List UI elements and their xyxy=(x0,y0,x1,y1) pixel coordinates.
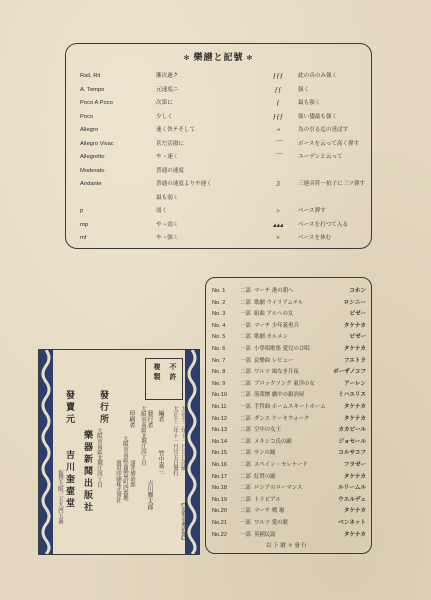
issuer-name: 樂器新聞出版社 xyxy=(82,430,92,514)
piece-title: ワルツ 風なき月夜 xyxy=(254,369,299,376)
notation-meaning-2: ベースを打つて入る xyxy=(298,221,349,228)
notation-meaning-2: ユーデンと云って xyxy=(298,154,343,160)
piece-title: ロシアのローマンス xyxy=(254,485,303,492)
wave-border-right xyxy=(185,350,199,554)
piece-composer: フエトラ xyxy=(343,357,366,364)
piece-number: No.10 xyxy=(212,392,227,399)
notation-meaning: 普通の速度よりや遅く xyxy=(156,181,212,187)
notation-meaning-2: 此の音のみ强く xyxy=(298,73,338,79)
notation-row xyxy=(66,124,371,136)
piece-composer: タケナカ xyxy=(343,346,366,352)
piece-part: 二部 xyxy=(240,450,251,457)
repertoire-row xyxy=(206,286,371,297)
printer-name: 諸井増治郎 xyxy=(129,460,135,487)
piece-part: 一部 xyxy=(240,311,251,318)
colophon xyxy=(38,349,200,555)
notation-row xyxy=(66,192,371,204)
repertoire-row xyxy=(206,448,371,459)
piece-number: No. 9 xyxy=(212,380,226,387)
seal-text-2: 複製 xyxy=(153,363,161,383)
issuer-label: 發行所 xyxy=(98,390,108,426)
account-number: 振替大阪三五九四五番 xyxy=(57,470,63,524)
piece-title: 手哲曲 ホームスキートホーム xyxy=(254,404,326,410)
repertoire-row xyxy=(206,425,371,436)
notation-title: ✻ 樂譜と記號 ✻ xyxy=(183,53,254,63)
piece-title: 落葉懷 戯中の銀治屋 xyxy=(254,392,305,399)
piece-title: 以 下 續 々 發 行 xyxy=(266,543,307,550)
publisher-label: 發行者 xyxy=(146,410,153,428)
piece-part: 二部 xyxy=(240,496,251,503)
notation-row xyxy=(66,205,371,217)
wave-border-left xyxy=(39,350,53,554)
repertoire-row xyxy=(206,483,371,494)
piece-title: 組曲 アルヘの女 xyxy=(254,311,294,318)
notation-meaning: 弱く xyxy=(156,208,168,214)
print-shop: 濱田印刷株式會社 xyxy=(115,460,121,504)
piece-composer: コルサコフ xyxy=(338,450,366,457)
piece-number: No.17 xyxy=(212,473,227,480)
piece-number: No. 7 xyxy=(212,357,226,364)
publish-date: 大正十二年十一月廿五日發行 xyxy=(172,406,178,477)
notation-symbol: ▴▴▴ xyxy=(272,220,284,229)
notation-meaning: やゝ速く xyxy=(156,154,179,160)
piece-part: 二部 xyxy=(240,380,251,387)
printer-label: 印刷者 xyxy=(128,410,135,428)
piece-part: 二部 xyxy=(240,462,251,468)
notation-meaning-2: ベース弾す xyxy=(298,208,326,214)
author-name: 竹中嘉三 xyxy=(157,450,164,474)
notation-meaning: 元速度ニ xyxy=(156,86,179,93)
repertoire-list xyxy=(205,277,372,554)
price: 【定價金參拾錢】 xyxy=(180,500,186,544)
piece-part: 二部 xyxy=(240,299,251,306)
notation-meaning: 漸次遲ク xyxy=(156,73,179,79)
piece-part: 二部 xyxy=(240,334,251,341)
piece-composer: カカビール xyxy=(338,427,366,434)
notation-meaning: やゝ弱く xyxy=(156,221,179,228)
address-3: 大阪市南區北堀江四丁目 xyxy=(96,428,102,488)
notation-meaning-2: 强い儘最も强く xyxy=(298,113,338,120)
piece-number: No. 5 xyxy=(212,334,226,341)
author-label: 編者 xyxy=(157,410,164,422)
piece-composer: ロシニー xyxy=(343,299,366,306)
piece-composer: ウエルデュ xyxy=(338,496,366,503)
piece-title: ワルツ 愛の眠 xyxy=(254,520,288,526)
piece-title: マーチ 少年義勇兵 xyxy=(254,322,299,329)
piece-number: No. 2 xyxy=(212,299,226,306)
seller-name: 吉川奎壷堂 xyxy=(64,450,74,510)
notation-symbol: × xyxy=(275,234,281,242)
piece-number: No.18 xyxy=(212,485,227,492)
notation-term: Allegro xyxy=(80,127,99,133)
notation-symbol: > xyxy=(275,207,281,215)
piece-title: マーチ 戦 堀 xyxy=(254,508,285,515)
piece-composer: タケナカ xyxy=(343,404,366,410)
piece-part: 一部 xyxy=(240,520,251,526)
repertoire-row xyxy=(206,495,371,506)
notation-symbol: ⌒ xyxy=(274,153,282,161)
piece-number: No.21 xyxy=(212,520,227,526)
piece-composer: ボーザノコフ xyxy=(333,369,366,376)
notation-term: Allegro Vivac xyxy=(80,140,114,147)
piece-composer: ジョセール xyxy=(338,438,366,445)
notation-row xyxy=(66,138,371,150)
piece-number: No. 8 xyxy=(212,369,226,376)
publisher-name: 吉川豐太郎 xyxy=(146,480,153,510)
piece-composer: フラゼー xyxy=(343,462,366,468)
notation-term: mp xyxy=(80,221,89,228)
notation-symbol: ƒƒƒ xyxy=(272,72,284,80)
repertoire-row xyxy=(206,402,371,413)
piece-number: No.15 xyxy=(212,450,227,457)
piece-part: 二部 xyxy=(240,485,251,492)
piece-title: ダンス ケーキウォーク xyxy=(254,415,310,422)
piece-number: No.19 xyxy=(212,496,227,503)
piece-part: 二部 xyxy=(240,473,251,480)
piece-title: 英國民謡 xyxy=(254,531,276,538)
piece-title: 紅焚の踊 xyxy=(254,473,276,480)
notation-row xyxy=(66,219,371,231)
piece-number: No.11 xyxy=(212,404,227,410)
repertoire-row xyxy=(206,518,371,529)
piece-part: 二部 xyxy=(240,392,251,399)
notation-legend xyxy=(65,43,372,249)
notation-meaning: 甚だ活潑に xyxy=(156,140,184,147)
piece-title: スペイン・セレナード xyxy=(254,462,308,468)
piece-part: 二部 xyxy=(240,438,251,445)
notation-meaning-2: 强く xyxy=(298,86,310,93)
piece-title: 歌劇 ウイリアムテル xyxy=(254,299,304,306)
seal-text-1: 不許 xyxy=(169,363,177,383)
piece-part: 二部 xyxy=(240,288,251,294)
piece-composer: タケナカ xyxy=(343,531,366,538)
piece-part: 二部 xyxy=(240,415,251,422)
piece-composer: ベンネット xyxy=(338,520,366,526)
piece-part: 一部 xyxy=(240,322,251,329)
piece-part: 一部 xyxy=(240,531,251,538)
notation-row xyxy=(66,165,371,177)
piece-number: No.16 xyxy=(212,462,227,468)
piece-title: トリビアル xyxy=(254,496,281,503)
repertoire-row xyxy=(206,437,371,448)
notation-row xyxy=(66,111,371,123)
seller-label: 發賣元 xyxy=(64,390,74,426)
repertoire-row xyxy=(206,460,371,471)
piece-number: No. 4 xyxy=(212,322,226,329)
piece-number: No.13 xyxy=(212,427,227,434)
piece-composer: ビゼー xyxy=(349,311,366,318)
notation-term: mf xyxy=(80,235,87,241)
piece-number: No.12 xyxy=(212,415,227,422)
repertoire-row xyxy=(206,541,371,552)
piece-composer: タケナカ xyxy=(343,415,366,422)
piece-part: 一部 xyxy=(240,346,251,352)
notation-term: Poco A Poco xyxy=(80,100,113,106)
notation-symbol: ƒ xyxy=(276,99,280,107)
piece-title: メキシコ氏の踊 xyxy=(254,438,292,445)
piece-number: No. 6 xyxy=(212,346,226,352)
notation-row xyxy=(66,70,371,82)
repertoire-row xyxy=(206,414,371,425)
piece-composer: タケナカ xyxy=(343,508,366,515)
piece-number: No. 1 xyxy=(212,288,226,294)
piece-title: 小學唱歌集 愛兒の合唱 xyxy=(254,346,310,352)
notation-term: Poco xyxy=(80,113,94,120)
piece-part: 二部 xyxy=(240,508,251,515)
address-1: 大阪市南區北堀江四丁目 xyxy=(140,406,146,466)
notation-term: Rall. Rit xyxy=(80,73,101,79)
notation-symbol: ƒƒƒ xyxy=(272,112,284,121)
notation-term: A. Tempo xyxy=(80,86,105,93)
piece-title: ブロックソング 東洋の女 xyxy=(254,380,315,387)
notation-meaning: 速く快テそして xyxy=(156,127,196,133)
notation-symbol: ⌒ xyxy=(274,139,282,148)
piece-composer: タケナカ xyxy=(343,322,366,329)
notation-meaning-2: ボースを云って高く弾す xyxy=(298,140,360,147)
piece-part: 一部 xyxy=(240,404,251,410)
piece-number: No.22 xyxy=(212,531,227,538)
piece-composer: コホン xyxy=(349,288,366,294)
print-date: 大正十二年十一月廿日印刷 xyxy=(180,406,186,471)
repertoire-row xyxy=(206,379,371,390)
notation-meaning: 次第に xyxy=(156,100,173,106)
piece-composer: アーレン xyxy=(344,380,366,387)
piece-title: マーチ 港の朝へ xyxy=(254,288,294,294)
piece-part: 二部 xyxy=(240,369,251,376)
piece-part: 一部 xyxy=(240,357,251,364)
notation-symbol: 𝄐 xyxy=(276,126,280,134)
piece-composer: ミハエリス xyxy=(338,392,366,399)
notation-meaning: 少しく xyxy=(156,113,173,120)
notation-meaning: 普通の速度 xyxy=(156,167,184,174)
copyright-seal xyxy=(145,358,183,400)
piece-composer: ビゼー xyxy=(349,334,366,341)
notation-meaning-2: ベースを休む xyxy=(298,235,332,241)
repertoire-row xyxy=(206,367,371,378)
piece-title: 歌劇 カルメン xyxy=(254,334,288,341)
repertoire-row xyxy=(206,472,371,483)
piece-number: No. 3 xyxy=(212,311,226,318)
repertoire-row xyxy=(206,356,371,367)
repertoire-row xyxy=(206,344,371,355)
piece-title: 空中の女王 xyxy=(254,427,281,434)
notation-meaning: 最も弱く xyxy=(156,194,179,201)
piece-title: サンの踊 xyxy=(254,450,276,457)
repertoire-row xyxy=(206,506,371,517)
repertoire-row xyxy=(206,530,371,541)
piece-composer: タケナカ xyxy=(343,473,366,480)
notation-meaning-2: 為の引る迄の延ばす xyxy=(298,127,349,133)
repertoire-row xyxy=(206,309,371,320)
repertoire-row xyxy=(206,390,371,401)
piece-part: 二部 xyxy=(240,427,251,434)
repertoire-row xyxy=(206,332,371,343)
notation-term: Andante xyxy=(80,181,102,187)
piece-number: No.14 xyxy=(212,438,227,445)
notation-meaning-2: 三連音符一拍子に三ツ弾す xyxy=(298,181,366,187)
notation-symbol: 3 xyxy=(276,180,280,188)
piece-title: 哀樂曲 レビュー xyxy=(254,357,294,364)
notation-row xyxy=(66,232,371,244)
notation-meaning-2: 最も强く xyxy=(298,100,321,106)
notation-row xyxy=(66,97,371,109)
notation-meaning: やゝ强く xyxy=(156,235,179,241)
notation-term: p xyxy=(80,208,84,214)
repertoire-row xyxy=(206,298,371,309)
notation-symbol: ƒƒ xyxy=(274,85,282,94)
notation-term: Moderato xyxy=(80,167,105,174)
notation-row xyxy=(66,178,371,190)
notation-row xyxy=(66,84,371,96)
notation-row xyxy=(66,151,371,163)
repertoire-row xyxy=(206,321,371,332)
address-2: 大阪市南區南綿屋町四番地 xyxy=(122,436,128,501)
notation-term: Allegretto xyxy=(80,154,105,160)
piece-number: No.20 xyxy=(212,508,227,515)
piece-composer: ルリームル xyxy=(338,485,366,492)
